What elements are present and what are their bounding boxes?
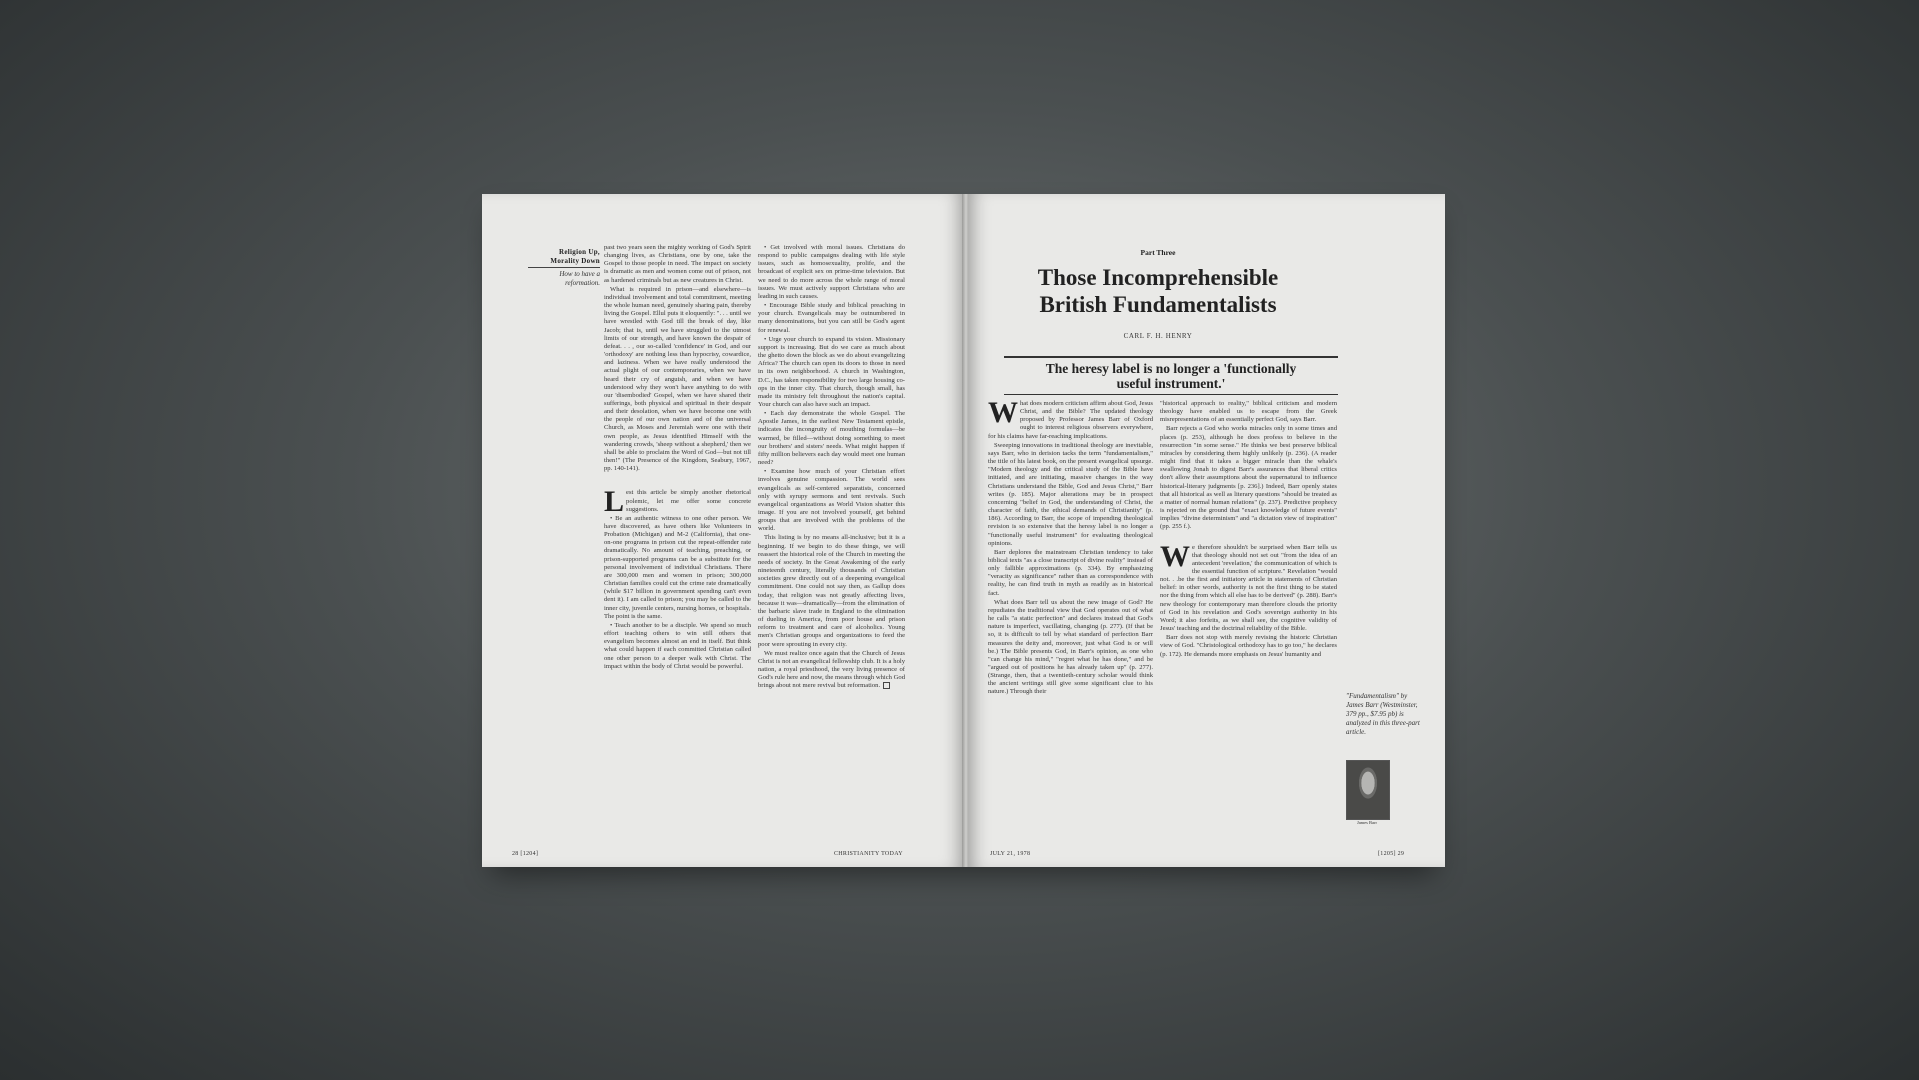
book-caption: "Fundamentalism" by James Barr (Westminster, 379 pp., $7.95 pb) is analyzed in this three-part article.	[1346, 692, 1420, 736]
paragraph: Barr rejects a God who works miracles only in some times and places (p. 253), although he does profess to believe in the resurrection "in some sense." He thinks we best preserve biblical miracles by considering them highly unlikely (p. 236). (A reader might find that it takes a bigger miracle than the whale's swallowing Jonah to digest Barr's assurances that liberal critics don't allow their assumptions about the supernatural to influence historical-literary judgments [p. 236].) Indeed, Barr openly states that all historical as well as literary questions "should be treated as a matter of normal human relations" (p. 237). Predictive prophecy is rejected on the ground that "exact knowledge of future events" implies "divine determinism" and "a dictation view of inspiration" (pp. 255 f.).	[1160, 425, 1337, 531]
sidebar-deck	[524, 270, 600, 288]
paragraph-text: We must realize once again that the Church of Jesus Christ is not an evangelical fellowship club. It is a holy nation, a royal priesthood, the very living presence of God's rule here and now, the means through which God brings about not mere revival but reformation.	[758, 649, 905, 690]
headline-line: Those Incomprehensible	[1037, 265, 1279, 290]
end-mark-icon	[883, 682, 890, 689]
article-kicker: Part Three	[1140, 248, 1176, 257]
paragraph	[604, 485, 751, 519]
folio-date: JULY 21, 1978	[990, 851, 1031, 857]
sidebar-rule	[528, 267, 600, 268]
byline: CARL F. H. HENRY	[1123, 332, 1193, 340]
author-photo	[1346, 760, 1390, 820]
deck-rule-top	[1004, 356, 1338, 358]
sidebar-title	[524, 248, 600, 266]
left-column-1	[604, 244, 751, 672]
sidebar-deck-line: reformation.	[565, 279, 600, 287]
paragraph: • Urge your church to expand its vision. Missionary support is increasing. But do we care as much about the ghetto down the block as we do about evangelizing Africa? The church can open its doors to those in need in its own neighborhood. A church in Washington, D.C., has taken responsibility for two large housing co-ops in the inner city. That church, though small, has made its ministry felt throughout the nation's capital. Your church can also have such an impact.	[758, 335, 905, 408]
right-column-2	[1160, 400, 1337, 660]
paragraph	[988, 396, 1153, 441]
deck-rule-bottom	[1004, 394, 1338, 395]
dropcap: L	[604, 485, 625, 519]
paragraph	[758, 650, 905, 691]
paragraph: • Get involved with moral issues. Christians do respond to public campaigns dealing with life style issues, such as homosexuality, prolife, and the broadcast of explicit sex on prime-time television. But we need to do more across the whole range of moral issues. We must actively support Christians who are leading in such causes.	[758, 244, 905, 300]
sidebar-title-line: Religion Up,	[559, 248, 600, 256]
paragraph-text: est this article be simply another rhetorical polemic, let me offer some concrete suggestions.	[626, 489, 751, 513]
paragraph-text: e therefore shouldn't be surprised when Barr tells us that theology should not set out "from the idea of an antecedent 'revelation,' the communication of which is the essential function of scripture." Revelation "would not. . .be the first and initiatory article in statements of Christian belief: in other words, authority is not the first thing to be stated nor the thing from which all else has to be derived" (p. 288). Barr's new theology for contemporary man therefore clouds the priority of God in his revelation and God's sovereign authority in his Word; it also forfeits, as we shall see, the cognitive validity of Jesus' teaching and the doctrinal reliability of the Bible.	[1160, 543, 1337, 633]
right-column-1	[988, 396, 1153, 698]
paragraph	[1160, 539, 1337, 634]
paragraph: Sweeping innovations in traditional theology are inevitable, says Barr, who in derision tacks the term "fundamentalism," the title of his latest book, on the present evangelical upsurge. "Modern theology and the critical study of the Bible have initiated, and are initiating, massive changes in the way Christians understand the Bible, God and Jesus Christ," Barr writes (p. 185). Major alterations may be in prospect concerning "belief in God, the understanding of Christ, the character of faith, the ethical demands of Christianity" (p. 186). According to Barr, the scope of impending theological revision is so extensive that the heresy label is no longer a "functionally useful instrument" for evaluating theological opinions.	[988, 441, 1153, 547]
paragraph: past two years seen the mighty working of God's Spirit changing lives, as Christians, one by one, take the Gospel to those people in need. The impact on society is dramatic as men and women come out of prison, not as hardened criminals but as new creatures in Christ.	[604, 244, 751, 284]
dropcap: W	[988, 396, 1018, 429]
paragraph: • Each day demonstrate the whole Gospel. The Apostle James, in the earliest New Testament epistle, indicates the incongruity of mouthing formulas—be warmed, be filled—without doing something to meet our brothers' and sisters' needs. What might happen if fifty million believers each day would meet one human need?	[758, 410, 905, 467]
folio-left: 28 [1204]	[512, 851, 539, 857]
deck-line: useful instrument.'	[1116, 376, 1226, 391]
article-headline	[988, 264, 1328, 318]
paragraph: Barr does not stop with merely revising the historic Christian view of God. "Christological orthodoxy has to go too," he declares (p. 172). He demands more emphasis on Jesus' humanity and	[1160, 634, 1337, 658]
paragraph: • Teach another to be a disciple. We spend so much effort teaching others to win still others that evangelism becomes almost an end in itself. But think what could happen if each committed Christian called one other person to a deeper walk with Christ. The impact within the body of Christ would be powerful.	[604, 621, 751, 670]
paragraph: What does Barr tell us about the new image of God? He repudiates the traditional view that God operates out of what he calls "a static perfection" and declares instead that God's nature is imperfect, vacillating, changing (p. 277). (If that be so, it is difficult to tell by what standard of perfection Barr measures the deity and, moreover, just what God is or will be.) The Bible presents God, in Barr's opinion, as one who "can change his mind," "regret what he has done," and be "argued out of positions he has already taken up" (p. 277). (Strange, then, that a twentieth-century scholar would think the ancient writings still give some significant clue to his nature.) Through their	[988, 598, 1153, 696]
sidebar-deck-line: How to have a	[559, 270, 600, 278]
magazine-spread	[482, 194, 1445, 867]
headline-line: British Fundamentalists	[1039, 292, 1277, 317]
deck-line: The heresy label is no longer a 'functionally	[1045, 361, 1297, 376]
paragraph: What is required in prison—and elsewhere—is individual involvement and total commitment, meeting the whole human need, genuinely sharing pain, thereby living the Gospel. Ellul puts it eloquently: ". . . until we have wrestled with God till the break of day, like Jacob; that is, until we have struggled to the utmost limits of our strength, and have known the despair of defeat. . . , our so-called 'confidence' in God, and our 'orthodoxy' are nothing less than hypocrisy, cowardice, and laziness. When we have really understood the actual plight of our contemporaries, when we have heard their cry of anguish, and when we have understood why they won't have anything to do with our 'disembodied' Gospel, when we have shared their sufferings, both physical and spiritual in their despair and their desolation, when we have become one with the people of our own nation and of the universal Church, as Moses and Jeremiah were one with their own people, as Jesus identified Himself with the wandering crowds, 'sheep without a shepherd,' then we shall be able to proclaim the Word of God—but not till then!" (The Presence of the Kingdom, Seabury, 1967, pp. 140-141).	[604, 285, 751, 473]
paragraph-text: hat does modern criticism affirm about God, Jesus Christ, and the Bible? The updated theology proposed by Professor James Barr of Oxford ought to interest religious observers everywhere, for his claims have far-reaching implications.	[988, 400, 1153, 440]
article-deck	[1004, 361, 1338, 391]
paragraph: "historical approach to reality," biblical criticism and modern theology have enabled us to escape from the Greek misrepresentations of an essentially perfect God, says Barr.	[1160, 400, 1337, 424]
photo-caption: James Barr	[1356, 820, 1378, 825]
folio-magazine-name: CHRISTIANITY TODAY	[834, 851, 903, 857]
paragraph: Barr deplores the mainstream Christian tendency to take biblical texts "as a close transcript of divine reality" instead of only fallible approximations (p. 334). By emphasizing "veracity as significance" rather than as correspondence with reality, he can find truth in myth as readily as in historical fact.	[988, 548, 1153, 597]
paragraph: • Examine how much of your Christian effort involves genuine compassion. The world sees evangelicals as self-centered separatists, concerned only with syrupy sermons and tent revivals. Such evangelical organizations as World Vision shatter this image. If you are not involved yourself, get behind groups that are involved with the problems of the world.	[758, 468, 905, 533]
sidebar-title-line: Morality Down	[550, 257, 600, 265]
left-column-2	[758, 244, 905, 691]
paragraph: • Encourage Bible study and biblical preaching in your church. Evangelicals may be outnumbered in many denominations, but you can still be God's agent for renewal.	[758, 302, 905, 334]
folio-right: [1205] 29	[1378, 851, 1405, 857]
left-page	[482, 194, 964, 867]
paragraph: • Be an authentic witness to one other person. We have discovered, as have others like Volunteers in Probation (Michigan) and M-2 (California), that one-on-one programs in prison cut the repeat-offender rate dramatically. No amount of teaching, preaching, or prison-supported programs can be a substitute for the personal involvement of individual Christians. There are 300,000 men and women in prison; 300,000 Christian families could cut the crime rate dramatically (while $17 billion in government spending can't even dent it). I am called to prison; you may be called to the inner city, juvenile centers, nursing homes, or hospitals. The point is the same.	[604, 514, 751, 620]
dropcap: W	[1160, 539, 1190, 573]
paragraph: This listing is by no means all-inclusive; but it is a beginning. If we begin to do these things, we will reassert the historical role of the Church in meeting the needs of society. In the Great Awakening of the early nineteenth century, literally thousands of Christian societies grew directly out of a deepening evangelical commitment. One could not say then, as Gallup does today, that religion was not greatly affecting lives, because it was—dramatically—from the elimination of the barbaric slave trade in England to the elimination of dueling in America, from poor house and prison reform to treatment and care of alcoholics. Young men's Christian groups and organizations to feed the poor were sprouting in every city.	[758, 534, 905, 648]
right-page	[968, 194, 1445, 867]
